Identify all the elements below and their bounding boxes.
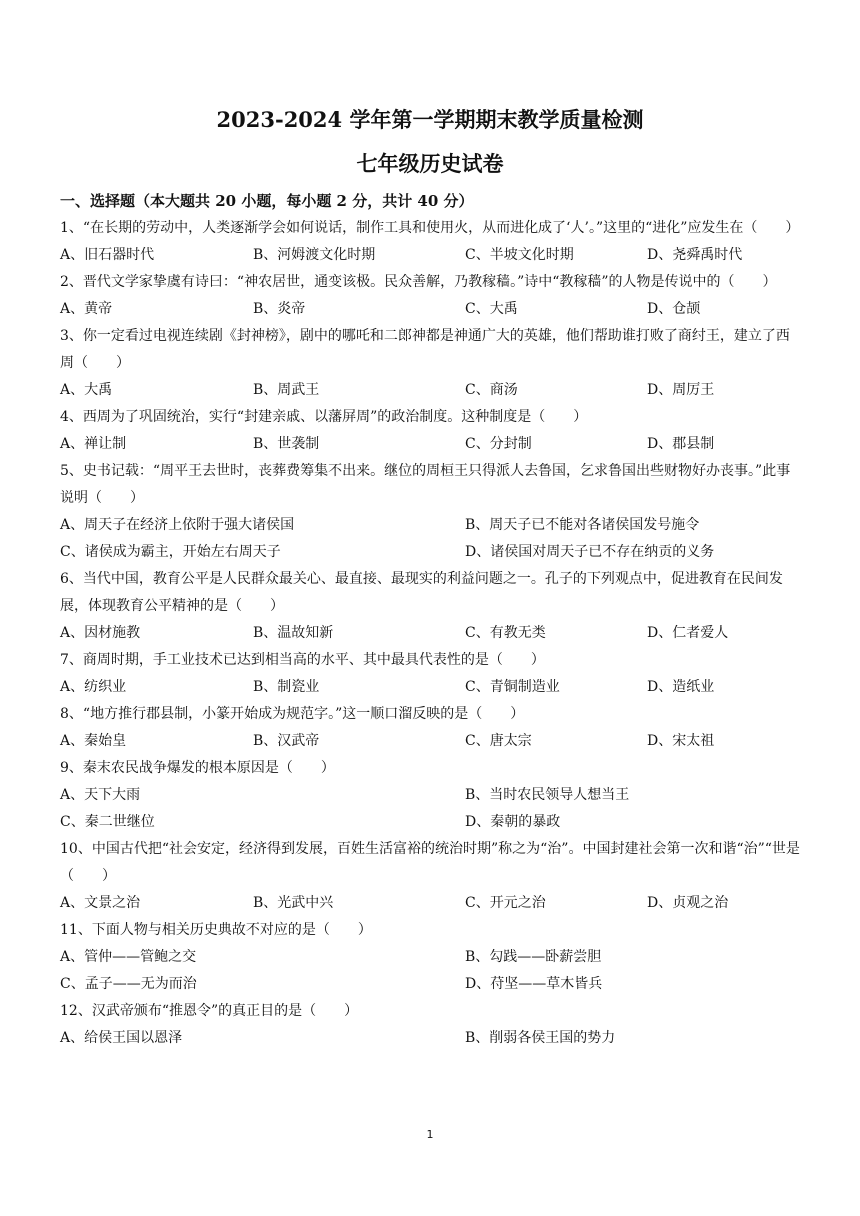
question-2: 2、晋代文学家挚虞有诗曰：“神农居世，通变该极。民众善解，乃教稼穑。”诗中“教稼穑”的人物是传说中的（ ） [60,274,777,290]
exam-content [60,188,800,1052]
option-b[interactable]: B、周天子已不能对各诸侯国发号施令 [465,517,700,533]
options-5-row2 [60,539,800,566]
option-d[interactable]: D、贞观之治 [647,895,729,911]
option-c[interactable]: C、大禹 [465,301,518,317]
options-2 [60,296,800,323]
question-1: 1、“在长期的劳动中，人类逐渐学会如何说话，制作工具和使用火，从而进化成了‘人’。”这里的“进化”应发生在（ ） [60,220,800,236]
option-a[interactable]: A、周天子在经济上依附于强大诸侯国 [60,517,295,533]
option-d[interactable]: D、宋太祖 [647,733,715,749]
option-d[interactable]: D、仁者爱人 [647,625,729,641]
question-5: 5、史书记载：“周平王去世时，丧葬费筹集不出来。继位的周桓王只得派人去鲁国，乞求鲁国出些财物好办丧事。”此事说明（ ） [60,463,791,506]
options-12-row1 [60,1025,800,1052]
option-c[interactable]: C、有教无类 [465,625,546,641]
options-9-row2 [60,809,800,836]
option-d[interactable]: D、尧舜禹时代 [647,247,743,263]
options-11-row2 [60,971,800,998]
option-d[interactable]: D、苻坚——草木皆兵 [465,976,603,992]
question-7: 7、商周时期，手工业技术已达到相当高的水平、其中最具代表性的是（ ） [60,652,545,668]
question-3: 3、你一定看过电视连续剧《封神榜》，剧中的哪吒和二郎神都是神通广大的英雄，他们帮助谁打败了商纣王，建立了西周（ ） [60,328,790,371]
options-9-row1 [60,782,800,809]
options-10 [60,890,800,917]
option-b[interactable]: B、温故知新 [253,625,334,641]
page-number: 1 [426,1128,434,1141]
option-d[interactable]: D、周厉王 [647,382,715,398]
option-b[interactable]: B、河姆渡文化时期 [253,247,376,263]
question-9: 9、秦末农民战争爆发的根本原因是（ ） [60,760,335,776]
option-b[interactable]: B、周武王 [253,382,320,398]
exam-subtitle: 七年级历史试卷 [356,151,504,176]
question-10: 10、中国古代把“社会安定，经济得到发展，百姓生活富裕的统治时期”称之为“治”。中国封建社会第一次和谐“治”“世是（ ） [60,841,800,884]
options-1 [60,242,800,269]
question-6: 6、当代中国，教育公平是人民群众最关心、最直接、最现实的利益问题之一。孔子的下列观点中，促进教育在民间发展，体现教育公平精神的是（ ） [60,571,783,614]
option-c[interactable]: C、诸侯成为霸主，开始左右周天子 [60,544,281,560]
question-4: 4、西周为了巩固统治，实行“封建亲戚、以藩屏周”的政治制度。这种制度是（ ） [60,409,588,425]
option-c[interactable]: C、唐太宗 [465,733,532,749]
options-5-row1 [60,512,800,539]
options-7 [60,674,800,701]
option-c[interactable]: C、开元之治 [465,895,546,911]
option-a[interactable]: A、因材施教 [60,625,141,641]
option-b[interactable]: B、制瓷业 [253,679,320,695]
option-c[interactable]: C、半坡文化时期 [465,247,574,263]
option-c[interactable]: C、青铜制造业 [465,679,560,695]
options-11-row1 [60,944,800,971]
option-d[interactable]: D、秦朝的暴政 [465,814,561,830]
option-a[interactable]: A、文景之治 [60,895,141,911]
option-a[interactable]: A、大禹 [60,382,113,398]
option-b[interactable]: B、当时农民领导人想当王 [465,787,630,803]
option-d[interactable]: D、郡县制 [647,436,715,452]
option-d[interactable]: D、诸侯国对周天子已不存在纳贡的义务 [465,544,715,560]
options-6 [60,620,800,647]
option-b[interactable]: B、世袭制 [253,436,320,452]
option-b[interactable]: B、削弱各侯王国的势力 [465,1030,616,1046]
option-d[interactable]: D、造纸业 [647,679,715,695]
option-b[interactable]: B、炎帝 [253,301,306,317]
option-a[interactable]: A、禅让制 [60,436,127,452]
option-a[interactable]: A、旧石器时代 [60,247,155,263]
option-b[interactable]: B、汉武帝 [253,733,320,749]
option-a[interactable]: A、管仲——管鲍之交 [60,949,197,965]
option-b[interactable]: B、勾践——卧薪尝胆 [465,949,602,965]
options-3 [60,377,800,404]
option-c[interactable]: C、秦二世继位 [60,814,155,830]
option-a[interactable]: A、给侯王国以恩泽 [60,1030,183,1046]
option-c[interactable]: C、商汤 [465,382,518,398]
options-4 [60,431,800,458]
question-11: 11、下面人物与相关历史典故不对应的是（ ） [60,922,372,938]
question-8: 8、“地方推行郡县制，小篆开始成为规范字。”这一顺口溜反映的是（ ） [60,706,525,722]
option-a[interactable]: A、黄帝 [60,301,113,317]
option-a[interactable]: A、天下大雨 [60,787,141,803]
option-b[interactable]: B、光武中兴 [253,895,334,911]
exam-title: 2023-2024 学年第一学期期末教学质量检测 [216,107,644,132]
option-a[interactable]: A、秦始皇 [60,733,127,749]
question-12: 12、汉武帝颁布“推恩令”的真正目的是（ ） [60,1003,359,1019]
option-c[interactable]: C、分封制 [465,436,532,452]
section-heading: 一、选择题（本大题共 20 小题，每小题 2 分，共计 40 分） [60,192,474,210]
options-8 [60,728,800,755]
option-d[interactable]: D、仓颉 [647,301,701,317]
option-a[interactable]: A、纺织业 [60,679,127,695]
option-c[interactable]: C、孟子——无为而治 [60,976,197,992]
